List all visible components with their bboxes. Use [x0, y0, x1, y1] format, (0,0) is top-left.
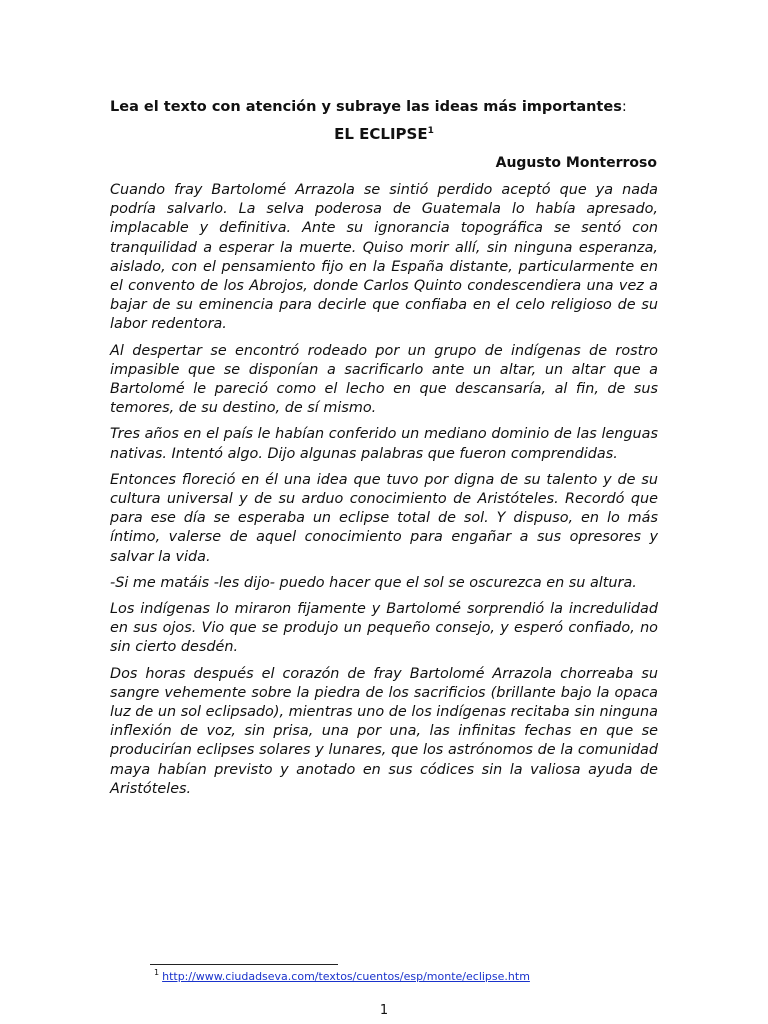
- story-body: [110, 181, 658, 806]
- instruction-text: Lea el texto con atención y subraye las ideas más importantes: [110, 99, 622, 115]
- author-name: Augusto Monterroso: [495, 155, 657, 171]
- title-footnote-mark: 1: [427, 126, 434, 136]
- page-number: 1: [379, 1003, 389, 1018]
- story-title: [0, 124, 768, 144]
- paragraph-1: Cuando fray Bartolomé Arrazola se sintió perdido aceptó que ya nada podría salvarlo. La selva poderosa de Guatemala lo había apresado, implacable y definitiva. Ante su ignorancia topográfica se sentó con tranquilidad a esperar la muerte. Quiso morir allí, sin ninguna esperanza, aislado, con el pensamiento fijo en la España distante, particularmente en el convento de los Abrojos, donde Carlos Quinto condescendiera una vez a bajar de su eminencia para decirle que confiaba en el celo religioso de su labor redentora.: [110, 182, 658, 333]
- paragraph-3: Tres años en el país le habían conferido un mediano dominio de las lenguas nativas. Intentó algo. Dijo algunas palabras que fueron comprendidas.: [110, 426, 658, 462]
- paragraph-5: -Si me matáis -les dijo- puedo hacer que el sol se oscurezca en su altura.: [110, 574, 637, 591]
- footnote-mark: 1: [154, 968, 160, 978]
- paragraph-2: Al despertar se encontró rodeado por un grupo de indígenas de rostro impasible que se disponían a sacrificarlo ante un altar, un altar que a Bartolomé le pareció como el lecho en que descansaría, al fin, de sus temores, de su destino, de sí mismo.: [110, 342, 658, 417]
- instruction-colon: :: [621, 99, 627, 115]
- paragraph-7: Dos horas después el corazón de fray Bartolomé Arrazola chorreaba su sangre vehemente sobre la piedra de los sacrificios (brillante bajo la opaca luz de un sol eclipsado), mientras uno de los indígenas recitaba sin ninguna inflexión de voz, sin prisa, una por una, las infinitas fechas en que se producirían eclipses solares y lunares, que los astrónomos de la comunidad maya habían previsto y anotado en sus códices sin la valiosa ayuda de Aristóteles.: [110, 665, 658, 797]
- footnote: [154, 970, 530, 984]
- footnote-divider: [150, 964, 338, 965]
- story-title-text: EL ECLIPSE: [334, 125, 428, 143]
- paragraph-4: Entonces floreció en él una idea que tuvo por digna de su talento y de su cultura universal y de su arduo conocimiento de Aristóteles. Recordó que para ese día se esperaba un eclipse total de sol. Y dispuso, en lo más íntimo, valerse de aquel conocimiento para engañar a sus opresores y salvar la vida.: [110, 471, 658, 565]
- footnote-link[interactable]: http://www.ciudadseva.com/textos/cuentos/esp/monte/eclipse.htm: [162, 970, 530, 983]
- instruction-line: [110, 98, 670, 116]
- paragraph-6: Los indígenas lo miraron fijamente y Bartolomé sorprendió la incredulidad en sus ojos. Vio que se produjo un pequeño consejo, y esperó confiado, no sin cierto desdén.: [110, 601, 658, 656]
